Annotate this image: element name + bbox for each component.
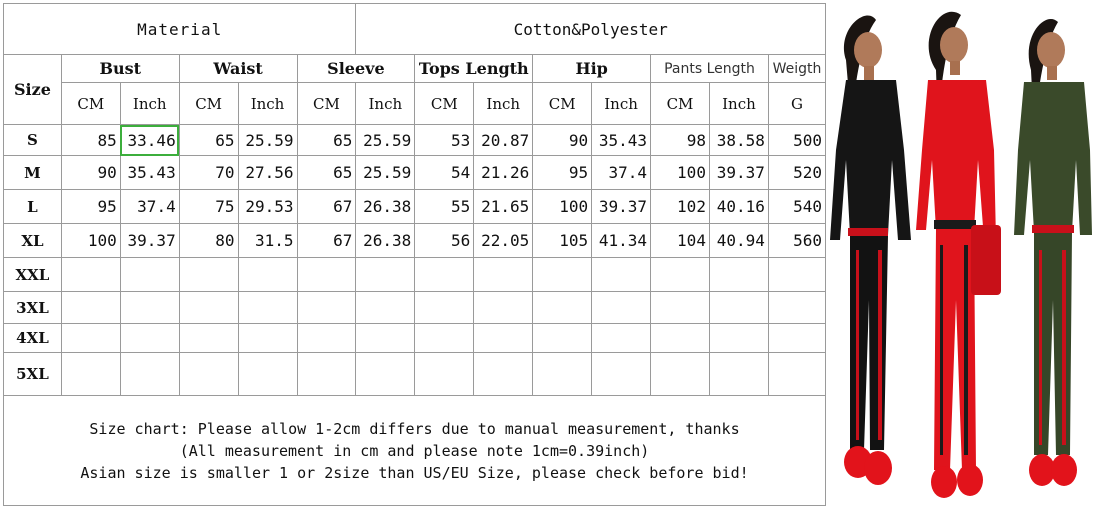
unit-header: CM: [61, 83, 120, 125]
measure-group-header: Sleeve: [297, 55, 415, 83]
measurement-cell[interactable]: [533, 353, 592, 396]
note-line: Asian size is smaller 1 or 2size than US/EU Size, please check before bid!: [80, 463, 749, 482]
measurement-cell[interactable]: 33.46: [120, 125, 179, 156]
measurement-cell[interactable]: 560: [768, 224, 825, 258]
measurement-cell[interactable]: 500: [768, 125, 825, 156]
measurement-cell[interactable]: [297, 292, 356, 324]
size-label: 4XL: [4, 324, 62, 353]
measurement-cell[interactable]: 21.26: [474, 156, 533, 190]
unit-header: CM: [533, 83, 592, 125]
measurement-cell[interactable]: [415, 258, 474, 292]
measurement-cell[interactable]: [474, 353, 533, 396]
measurement-cell[interactable]: [356, 324, 415, 353]
measurement-cell[interactable]: 100: [533, 190, 592, 224]
measurement-cell[interactable]: 75: [179, 190, 238, 224]
measurement-cell[interactable]: 67: [297, 224, 356, 258]
measurement-cell[interactable]: 98: [651, 125, 710, 156]
measurement-cell[interactable]: 67: [297, 190, 356, 224]
measure-group-header: Hip: [533, 55, 651, 83]
measurement-cell[interactable]: 70: [179, 156, 238, 190]
measurement-cell[interactable]: [120, 324, 179, 353]
measurement-cell[interactable]: 22.05: [474, 224, 533, 258]
size-label: L: [4, 190, 62, 224]
measurement-cell[interactable]: 38.58: [709, 125, 768, 156]
measurement-cell[interactable]: [297, 324, 356, 353]
size-row: [4, 353, 826, 396]
measurement-cell[interactable]: [297, 258, 356, 292]
size-label: 5XL: [4, 353, 62, 396]
measurement-cell[interactable]: [238, 258, 297, 292]
measurement-cell[interactable]: [533, 292, 592, 324]
size-row: [4, 324, 826, 353]
measurement-cell[interactable]: [651, 324, 710, 353]
measurement-cell[interactable]: [415, 292, 474, 324]
measurement-cell[interactable]: [768, 292, 825, 324]
measurement-cell[interactable]: 37.4: [120, 190, 179, 224]
unit-header: Inch: [474, 83, 533, 125]
size-label: S: [4, 125, 62, 156]
measurement-cell[interactable]: [415, 353, 474, 396]
measurement-cell[interactable]: [356, 353, 415, 396]
measurement-cell[interactable]: [61, 324, 120, 353]
measurement-cell[interactable]: 65: [179, 125, 238, 156]
size-row: [4, 258, 826, 292]
unit-header: CM: [651, 83, 710, 125]
measurement-cell[interactable]: [356, 258, 415, 292]
measure-group-header: Waist: [179, 55, 297, 83]
measurement-cell[interactable]: 540: [768, 190, 825, 224]
size-table: [3, 3, 826, 506]
measurement-cell[interactable]: 21.65: [474, 190, 533, 224]
measurement-cell[interactable]: 100: [651, 156, 710, 190]
measurement-cell[interactable]: [592, 353, 651, 396]
measure-group-header: Weigth: [768, 55, 825, 83]
unit-header: Inch: [592, 83, 651, 125]
size-row: [4, 156, 826, 190]
measurement-cell[interactable]: 35.43: [120, 156, 179, 190]
measurement-cell[interactable]: [533, 324, 592, 353]
measurement-cell[interactable]: [533, 258, 592, 292]
size-notes: [4, 396, 826, 506]
measurement-cell[interactable]: 90: [533, 125, 592, 156]
unit-header: Inch: [120, 83, 179, 125]
size-label: 3XL: [4, 292, 62, 324]
unit-header: G: [768, 83, 825, 125]
measurement-cell[interactable]: 39.37: [592, 190, 651, 224]
measurement-cell[interactable]: [592, 292, 651, 324]
measurement-cell[interactable]: [651, 258, 710, 292]
size-label: XL: [4, 224, 62, 258]
unit-header: CM: [415, 83, 474, 125]
measurement-cell[interactable]: [238, 292, 297, 324]
measurement-cell[interactable]: 90: [61, 156, 120, 190]
measurement-cell[interactable]: [592, 258, 651, 292]
measurement-cell[interactable]: 26.38: [356, 190, 415, 224]
size-row: [4, 190, 826, 224]
measurement-cell[interactable]: [768, 258, 825, 292]
unit-header: Inch: [709, 83, 768, 125]
size-row: [4, 292, 826, 324]
measurement-cell[interactable]: 105: [533, 224, 592, 258]
unit-header: CM: [179, 83, 238, 125]
measurement-cell[interactable]: 104: [651, 224, 710, 258]
size-label: XXL: [4, 258, 62, 292]
measurement-cell[interactable]: [179, 292, 238, 324]
measurement-cell[interactable]: [709, 353, 768, 396]
measurement-cell[interactable]: [356, 292, 415, 324]
measure-group-header: Bust: [61, 55, 179, 83]
measurement-cell[interactable]: [651, 292, 710, 324]
measurement-cell[interactable]: 41.34: [592, 224, 651, 258]
measurement-cell[interactable]: 25.59: [356, 156, 415, 190]
unit-header: CM: [297, 83, 356, 125]
measurement-cell[interactable]: [120, 258, 179, 292]
measurement-cell[interactable]: 26.38: [356, 224, 415, 258]
measurement-cell[interactable]: 95: [61, 190, 120, 224]
measurement-cell[interactable]: 25.59: [238, 125, 297, 156]
measurement-cell[interactable]: [709, 292, 768, 324]
measurement-cell[interactable]: [120, 292, 179, 324]
measurement-cell[interactable]: [179, 353, 238, 396]
measurement-cell[interactable]: [238, 353, 297, 396]
size-column-header: Size: [4, 55, 62, 125]
measurement-cell[interactable]: [61, 353, 120, 396]
unit-header: Inch: [356, 83, 415, 125]
measure-group-header: Tops Length: [415, 55, 533, 83]
measurement-cell[interactable]: [474, 258, 533, 292]
measurement-cell[interactable]: [61, 258, 120, 292]
measurement-cell[interactable]: [179, 324, 238, 353]
measurement-cell[interactable]: [61, 292, 120, 324]
size-row: [4, 125, 826, 156]
measurement-cell[interactable]: 39.37: [120, 224, 179, 258]
measurement-cell[interactable]: [651, 353, 710, 396]
models-illustration: [826, 0, 1100, 506]
measurement-cell[interactable]: [768, 324, 825, 353]
measurement-cell[interactable]: 29.53: [238, 190, 297, 224]
measurement-cell[interactable]: [297, 353, 356, 396]
measurement-cell[interactable]: 27.56: [238, 156, 297, 190]
measurement-cell[interactable]: [709, 258, 768, 292]
note-line: Size chart: Please allow 1-2cm differs due to manual measurement, thanks: [89, 419, 740, 438]
measurement-cell[interactable]: [238, 324, 297, 353]
measurement-cell[interactable]: [592, 324, 651, 353]
measurement-cell[interactable]: 20.87: [474, 125, 533, 156]
measurement-cell[interactable]: [120, 353, 179, 396]
measurement-cell[interactable]: [709, 324, 768, 353]
measurement-cell[interactable]: 80: [179, 224, 238, 258]
measurement-cell[interactable]: 54: [415, 156, 474, 190]
measurement-cell[interactable]: 65: [297, 156, 356, 190]
measurement-cell[interactable]: [179, 258, 238, 292]
measurement-cell[interactable]: 520: [768, 156, 825, 190]
measurement-cell[interactable]: [474, 324, 533, 353]
measurement-cell[interactable]: 100: [61, 224, 120, 258]
material-label: Material: [4, 4, 356, 55]
size-row: [4, 224, 826, 258]
measurement-cell[interactable]: [474, 292, 533, 324]
measurement-cell[interactable]: 35.43: [592, 125, 651, 156]
measurement-cell[interactable]: 85: [61, 125, 120, 156]
measurement-cell[interactable]: 102: [651, 190, 710, 224]
product-photo: [826, 0, 1100, 506]
measurement-cell[interactable]: 40.16: [709, 190, 768, 224]
measurement-cell[interactable]: 95: [533, 156, 592, 190]
note-line: (All measurement in cm and please note 1cm=0.39inch): [179, 441, 650, 460]
measurement-cell[interactable]: 39.37: [709, 156, 768, 190]
measurement-cell[interactable]: 25.59: [356, 125, 415, 156]
size-label: M: [4, 156, 62, 190]
measurement-cell[interactable]: 31.5: [238, 224, 297, 258]
measure-group-header: Pants Length: [651, 55, 769, 83]
measurement-cell[interactable]: 53: [415, 125, 474, 156]
measurement-cell[interactable]: 55: [415, 190, 474, 224]
unit-header: Inch: [238, 83, 297, 125]
measurement-cell[interactable]: 37.4: [592, 156, 651, 190]
measurement-cell[interactable]: 65: [297, 125, 356, 156]
measurement-cell[interactable]: [768, 353, 825, 396]
material-value: Cotton&Polyester: [356, 4, 826, 55]
measurement-cell[interactable]: [415, 324, 474, 353]
measurement-cell[interactable]: 56: [415, 224, 474, 258]
measurement-cell[interactable]: 40.94: [709, 224, 768, 258]
